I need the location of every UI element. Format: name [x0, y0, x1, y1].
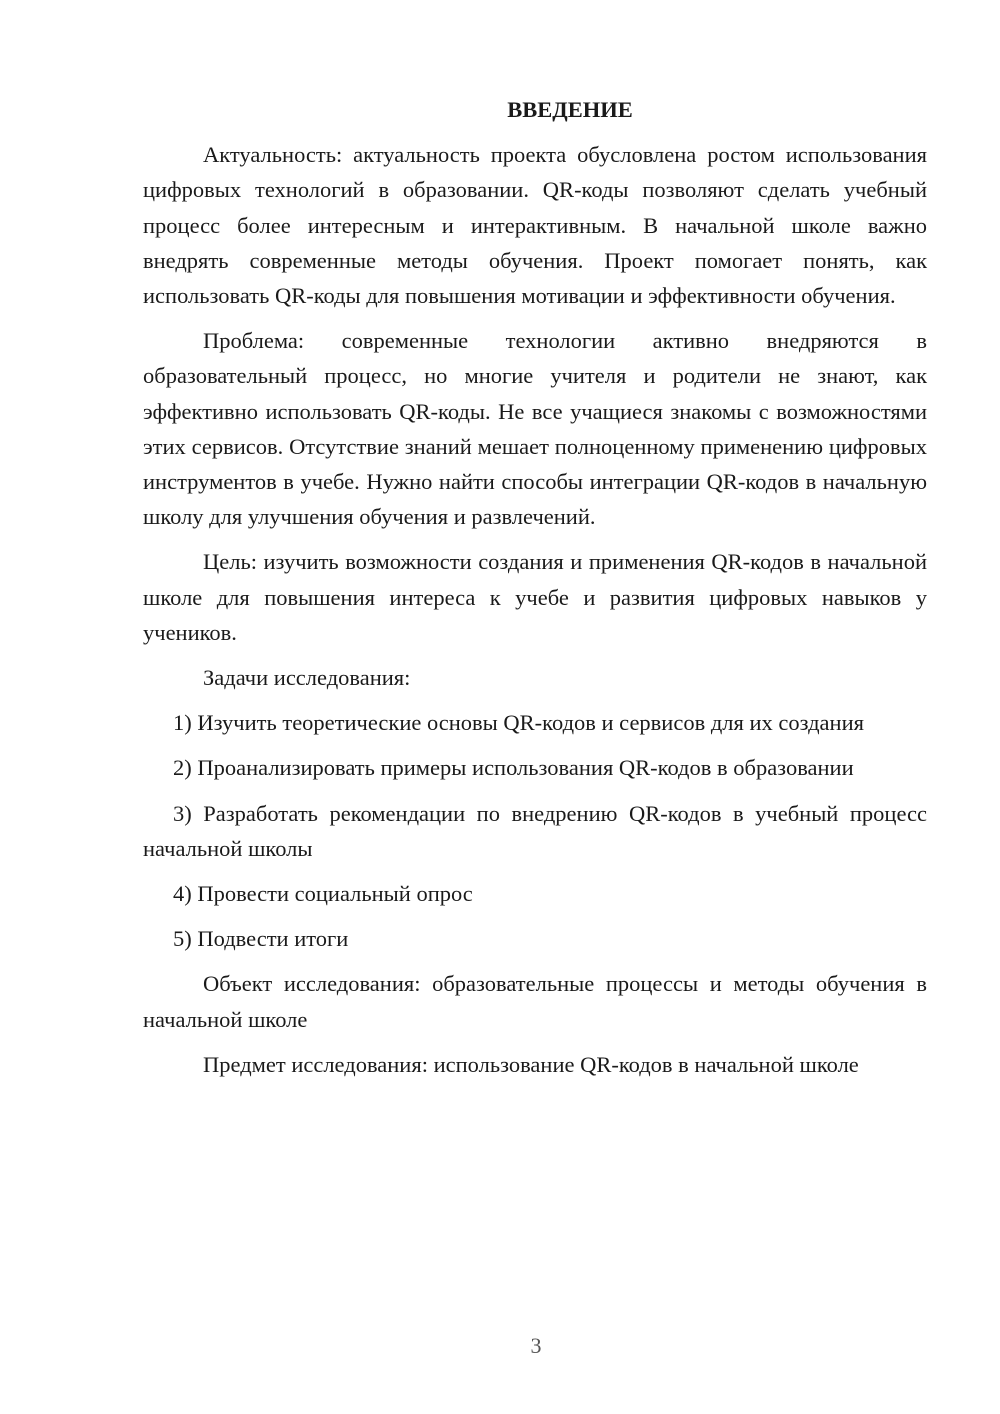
task-item-3: 3) Разработать рекомендации по внедрению QR-кодов в учебный процесс начальной школы [143, 800, 927, 861]
page-content [143, 92, 927, 1092]
page-number: 3 [530, 1333, 542, 1358]
relevance-paragraph: Актуальность: актуальность проекта обусловлена ростом использования цифровых технологий в образовании. QR-коды позволяют сделать учебный процесс более интересным и интерактивным. В начальной школе важно внедрять современные методы обучения. Проект помогает понять, как использовать QR-коды для повышения мотивации и эффективности обучения. [143, 142, 927, 309]
task-item-2: 2) Проанализировать примеры использования QR-кодов в образовании [173, 755, 854, 781]
task-item-1: 1) Изучить теоретические основы QR-кодов и сервисов для их создания [173, 710, 864, 736]
goal-paragraph: Цель: изучить возможности создания и применения QR-кодов в начальной школе для повышения интереса к учебе и развития цифровых навыков у учеников. [143, 549, 927, 645]
task-item-4: 4) Провести социальный опрос [173, 881, 473, 907]
subject-paragraph: Предмет исследования: использование QR-кодов в начальной школе [203, 1051, 859, 1077]
page-title: ВВЕДЕНИЕ [507, 97, 633, 122]
task-item-5: 5) Подвести итоги [173, 926, 349, 952]
problem-paragraph: Проблема: современные технологии активно внедряются в образовательный процесс, но многие учителя и родители не знают, как эффективно использовать QR-коды. Не все учащиеся знакомы с возможностями этих сервисов. Отсутствие знаний мешает полноценному применению цифровых инструментов в учебе. Нужно найти способы интеграции QR-кодов в начальную школу для улучшения обучения и развлечений. [143, 328, 927, 530]
tasks-heading: Задачи исследования: [203, 665, 411, 691]
object-paragraph: Объект исследования: образовательные процессы и методы обучения в начальной школе [143, 971, 927, 1032]
